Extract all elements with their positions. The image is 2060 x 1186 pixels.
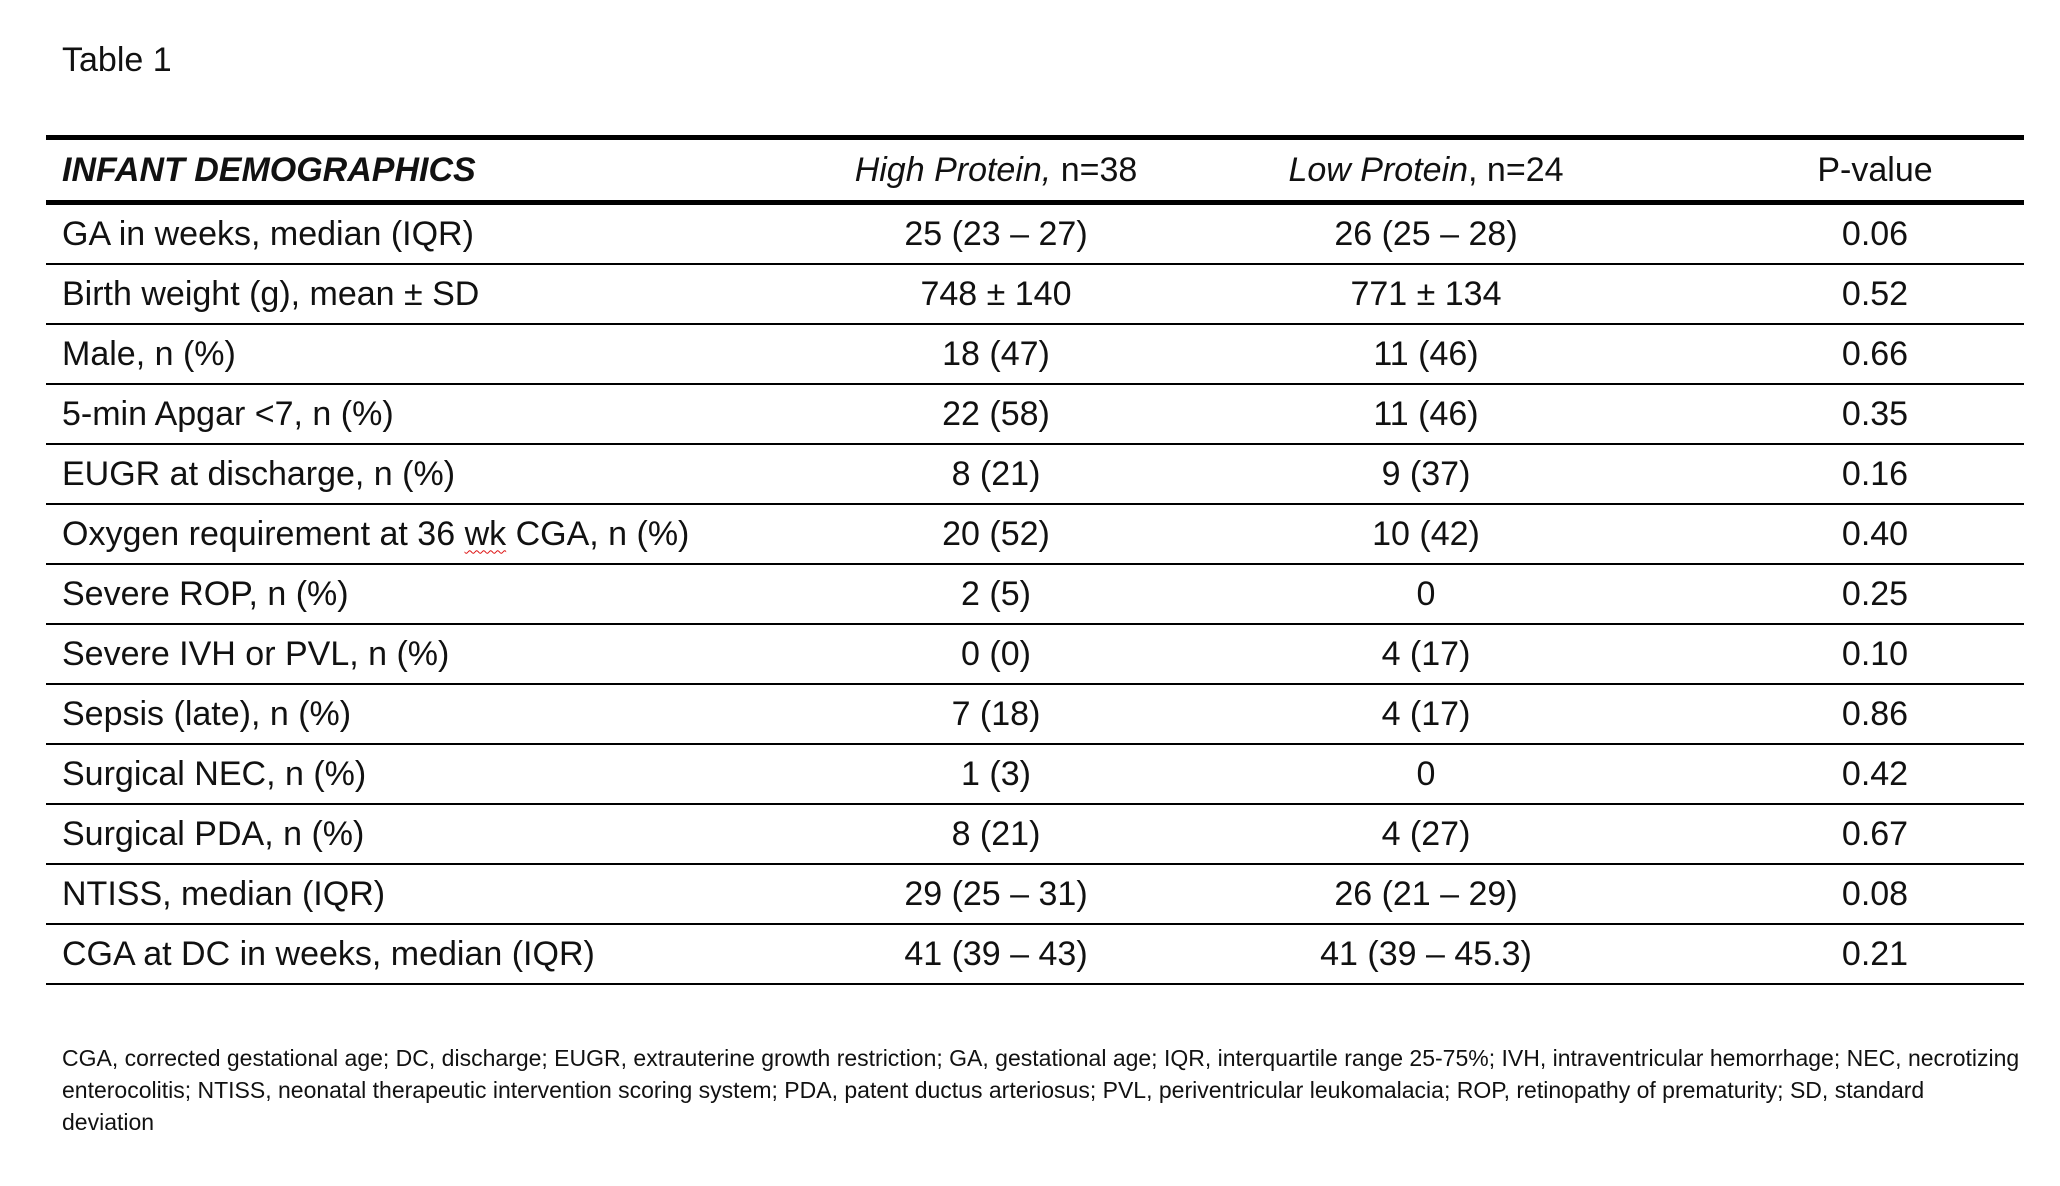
row-label: Surgical NEC, n (%) bbox=[62, 754, 367, 793]
high-protein-value: 41 (39 – 43) bbox=[904, 934, 1088, 973]
table-row bbox=[46, 564, 2024, 624]
demographics-table bbox=[46, 135, 2024, 985]
demographics-table-container bbox=[46, 135, 2024, 985]
p-value: 0.06 bbox=[1841, 214, 1909, 253]
row-label bbox=[46, 504, 746, 564]
row-label: CGA at DC in weeks, median (IQR) bbox=[62, 934, 595, 973]
table-row bbox=[46, 203, 2024, 265]
high-protein-value: 748 ± 140 bbox=[920, 274, 1072, 313]
row-label: Male, n (%) bbox=[62, 334, 236, 373]
high-protein-value: 22 (58) bbox=[942, 394, 1050, 433]
high-protein-value: 29 (25 – 31) bbox=[904, 874, 1088, 913]
p-value: 0.52 bbox=[1841, 274, 1909, 313]
low-protein-value: 0 bbox=[1416, 574, 1436, 613]
p-value: 0.42 bbox=[1841, 754, 1909, 793]
high-protein-value: 8 (21) bbox=[951, 454, 1041, 493]
p-value: 0.86 bbox=[1841, 694, 1909, 733]
high-protein-value: 20 (52) bbox=[942, 514, 1050, 553]
table-row bbox=[46, 624, 2024, 684]
row-label-part: CGA, n (%) bbox=[506, 514, 690, 553]
low-protein-value: 41 (39 – 45.3) bbox=[1320, 934, 1532, 973]
row-label: Birth weight (g), mean ± SD bbox=[62, 274, 480, 313]
header-high-protein bbox=[746, 138, 1246, 203]
table-row bbox=[46, 324, 2024, 384]
p-value: 0.16 bbox=[1841, 454, 1909, 493]
table-caption: Table 1 bbox=[62, 41, 172, 79]
low-protein-value: 771 ± 134 bbox=[1350, 274, 1502, 313]
header-row bbox=[46, 138, 2024, 203]
p-value: 0.10 bbox=[1841, 634, 1909, 673]
row-label: Surgical PDA, n (%) bbox=[62, 814, 365, 853]
p-value: 0.08 bbox=[1841, 874, 1909, 913]
p-value: 0.25 bbox=[1841, 574, 1909, 613]
low-protein-value: 11 (46) bbox=[1373, 334, 1479, 373]
header-high-protein-label: High Protein, bbox=[854, 150, 1052, 189]
p-value: 0.21 bbox=[1841, 934, 1909, 973]
row-label: EUGR at discharge, n (%) bbox=[62, 454, 456, 493]
row-label-part: Oxygen requirement at 36 bbox=[62, 514, 465, 553]
row-label: Severe ROP, n (%) bbox=[62, 574, 349, 613]
high-protein-value: 0 (0) bbox=[961, 634, 1031, 673]
low-protein-value: 4 (17) bbox=[1381, 694, 1471, 733]
low-protein-value: 0 bbox=[1416, 754, 1436, 793]
header-infant-demographics bbox=[46, 138, 746, 203]
table-row bbox=[46, 864, 2024, 924]
low-protein-value: 11 (46) bbox=[1373, 394, 1479, 433]
header-low-protein-label: Low Protein bbox=[1288, 150, 1469, 189]
table-footnote: CGA, corrected gestational age; DC, discharge; EUGR, extrauterine growth restriction; GA, gestational age; IQR, interquartile range 25-75%; IVH, intraventricular hemorrhage; NEC, necrotizing enterocolitis; NTISS, neonatal therapeutic intervention scoring system; PDA, patent ductus arteriosus; PVL, periventricular leukomalacia; ROP, retinopathy of prematurity; SD, standard deviation bbox=[62, 1045, 2020, 1135]
table-row bbox=[46, 684, 2024, 744]
row-label: GA in weeks, median (IQR) bbox=[62, 214, 474, 253]
high-protein-value: 2 (5) bbox=[961, 574, 1031, 613]
low-protein-value: 4 (17) bbox=[1381, 634, 1471, 673]
high-protein-value: 8 (21) bbox=[951, 814, 1041, 853]
header-low-protein bbox=[1246, 138, 1606, 203]
p-value: 0.35 bbox=[1841, 394, 1909, 433]
high-protein-value: 7 (18) bbox=[951, 694, 1041, 733]
p-value: 0.66 bbox=[1841, 334, 1909, 373]
p-value: 0.40 bbox=[1841, 514, 1909, 553]
header-p-value: P-value bbox=[1817, 150, 1933, 189]
table-row bbox=[46, 444, 2024, 504]
header-title: INFANT DEMOGRAPHICS bbox=[62, 150, 476, 189]
p-value: 0.67 bbox=[1841, 814, 1909, 853]
low-protein-value: 26 (21 – 29) bbox=[1334, 874, 1518, 913]
table-row bbox=[46, 504, 2024, 564]
low-protein-value: 26 (25 – 28) bbox=[1334, 214, 1518, 253]
spellcheck-flagged-word: wk bbox=[464, 514, 507, 553]
table-row bbox=[46, 804, 2024, 864]
table-header bbox=[46, 138, 2024, 203]
table-row bbox=[46, 264, 2024, 324]
row-label: Sepsis (late), n (%) bbox=[62, 694, 352, 733]
high-protein-value: 18 (47) bbox=[942, 334, 1050, 373]
row-label: Severe IVH or PVL, n (%) bbox=[62, 634, 450, 673]
table-body bbox=[46, 203, 2024, 985]
table-row bbox=[46, 744, 2024, 804]
header-high-protein-n: n=38 bbox=[1051, 150, 1138, 189]
row-label: NTISS, median (IQR) bbox=[62, 874, 386, 913]
high-protein-value: 25 (23 – 27) bbox=[904, 214, 1088, 253]
table-row bbox=[46, 384, 2024, 444]
low-protein-value: 4 (27) bbox=[1381, 814, 1471, 853]
header-low-protein-n: , n=24 bbox=[1468, 150, 1564, 189]
table-row bbox=[46, 924, 2024, 984]
row-label: 5-min Apgar <7, n (%) bbox=[62, 394, 394, 433]
low-protein-value: 10 (42) bbox=[1372, 514, 1480, 553]
low-protein-value: 9 (37) bbox=[1381, 454, 1471, 493]
high-protein-value: 1 (3) bbox=[961, 754, 1031, 793]
